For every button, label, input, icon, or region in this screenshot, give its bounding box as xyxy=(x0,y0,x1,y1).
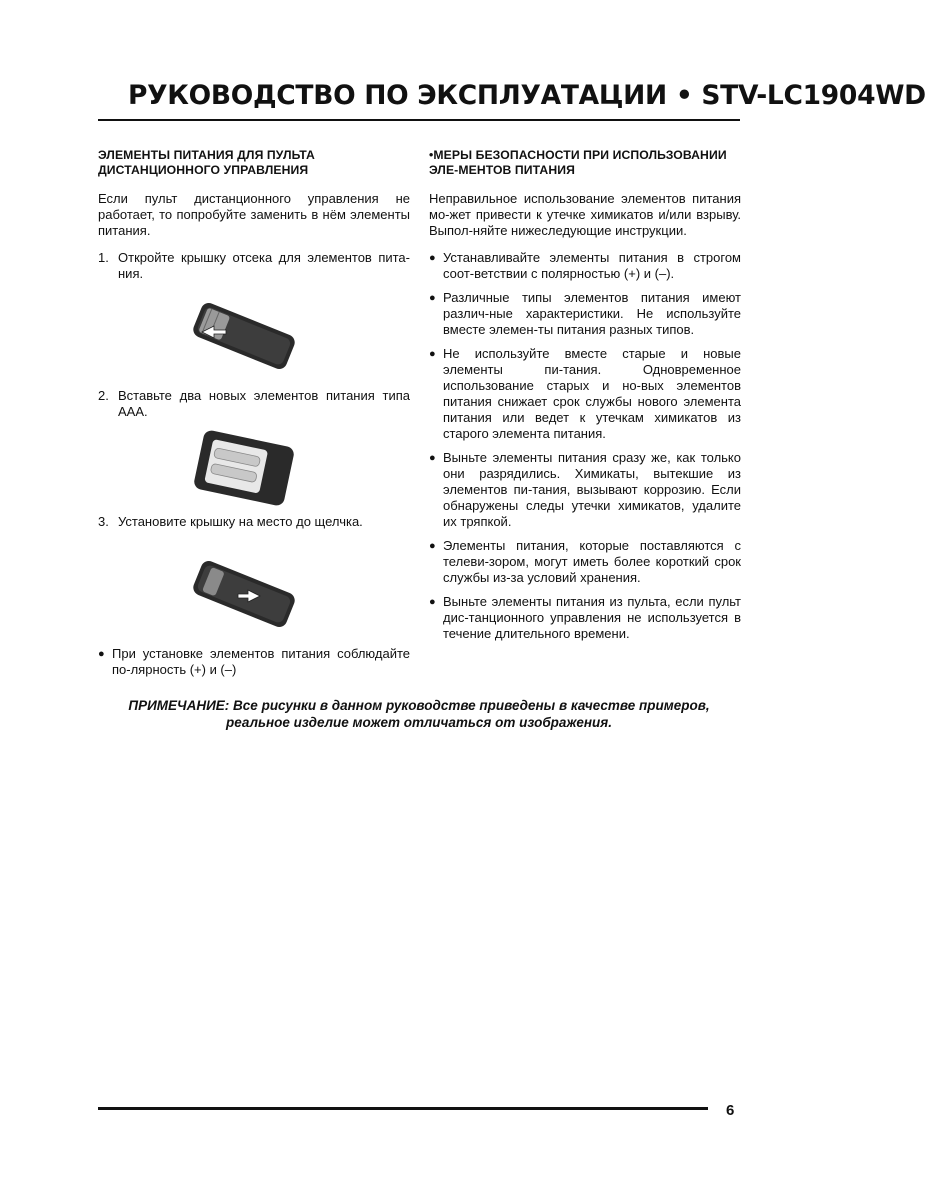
figure-insert-batteries xyxy=(98,426,410,514)
header-divider xyxy=(98,119,740,121)
bullet-text: Выньте элементы питания сразу же, как только они разрядились. Химикаты, вытекшие из элементов пи-тания, вызывают коррозию. Если обнаружены следы утечки химикатов, удалите их тряпкой. xyxy=(443,450,741,529)
bullet-icon: ● xyxy=(429,596,436,608)
safety-bullet xyxy=(429,290,741,338)
step-3 xyxy=(98,514,410,530)
remote-batteries-illustration xyxy=(98,426,410,514)
step-text: Установите крышку на место до щелчка. xyxy=(118,514,363,529)
bullet-text: При установке элементов питания соблюдайте по-лярность (+) и (–) xyxy=(112,646,410,677)
bullet-text: Элементы питания, которые поставляются с телеви-зором, могут иметь более короткий срок службы из-за условий хранения. xyxy=(443,538,741,585)
remote-open-cover-illustration xyxy=(98,288,410,388)
bullet-text: Различные типы элементов питания имеют различ-ные характеристики. Не используйте вместе элемен-ты питания разных типов. xyxy=(443,290,741,337)
safety-bullet xyxy=(429,250,741,282)
remote-close-cover-illustration xyxy=(98,536,410,646)
left-column xyxy=(98,148,410,686)
illustration-note: ПРИМЕЧАНИЕ: Все рисунки в данном руководстве приведены в качестве примеров, реальное изделие может отличаться от изображения. xyxy=(128,698,710,730)
bullet-icon: ● xyxy=(429,452,436,464)
safety-bullet xyxy=(429,346,741,442)
safety-bullet xyxy=(429,538,741,586)
safety-intro: Неправильное использование элементов питания мо-жет привести к утечке химикатов и/или взрыву. Выпол-няйте нижеследующие инструкции. xyxy=(429,191,741,238)
safety-bullet xyxy=(429,594,741,642)
battery-intro: Если пульт дистанционного управления не работает, то попробуйте заменить в нём элементы питания. xyxy=(98,191,410,238)
page-number: 6 xyxy=(726,1102,735,1119)
figure-open-cover xyxy=(98,288,410,388)
bullet-icon: ● xyxy=(429,252,436,264)
bullet-icon: ● xyxy=(98,648,105,660)
battery-section-heading: ЭЛЕМЕНТЫ ПИТАНИЯ ДЛЯ ПУЛЬТА ДИСТАНЦИОННОГО УПРАВЛЕНИЯ xyxy=(98,148,315,177)
step-number: 2. xyxy=(98,388,109,403)
footer-divider xyxy=(98,1107,708,1110)
step-number: 3. xyxy=(98,514,109,529)
safety-bullet xyxy=(429,450,741,530)
bullet-icon: ● xyxy=(429,292,436,304)
step-1 xyxy=(98,250,410,282)
step-number: 1. xyxy=(98,250,109,265)
bullet-text: Устанавливайте элементы питания в строгом соот-ветствии с полярностью (+) и (–). xyxy=(443,250,741,281)
bullet-icon: ● xyxy=(429,540,436,552)
figure-close-cover xyxy=(98,536,410,646)
polarity-bullet xyxy=(98,646,410,678)
right-column xyxy=(429,148,741,650)
page-header-title: РУКОВОДСТВО ПО ЭКСПЛУАТАЦИИ • STV-LC1904WD xyxy=(128,80,926,111)
bullet-icon: ● xyxy=(429,348,436,360)
step-text: Откройте крышку отсека для элементов пита-ния. xyxy=(118,250,410,281)
step-2 xyxy=(98,388,410,420)
bullet-text: Выньте элементы питания из пульта, если пульт дис-танционного управления не используется в течение длительного времени. xyxy=(443,594,741,641)
step-text: Вставьте два новых элементов питания типа AAA. xyxy=(118,388,410,419)
safety-section-heading: •МЕРЫ БЕЗОПАСНОСТИ ПРИ ИСПОЛЬЗОВАНИИ ЭЛЕ-МЕНТОВ ПИТАНИЯ xyxy=(429,148,727,177)
bullet-text: Не используйте вместе старые и новые элементы пи-тания. Одновременное использование старых и но-вых элементов питания снижает срок службы нового элемента питания или ведет к утечкам химикатов из старого элемента питания. xyxy=(443,346,741,441)
